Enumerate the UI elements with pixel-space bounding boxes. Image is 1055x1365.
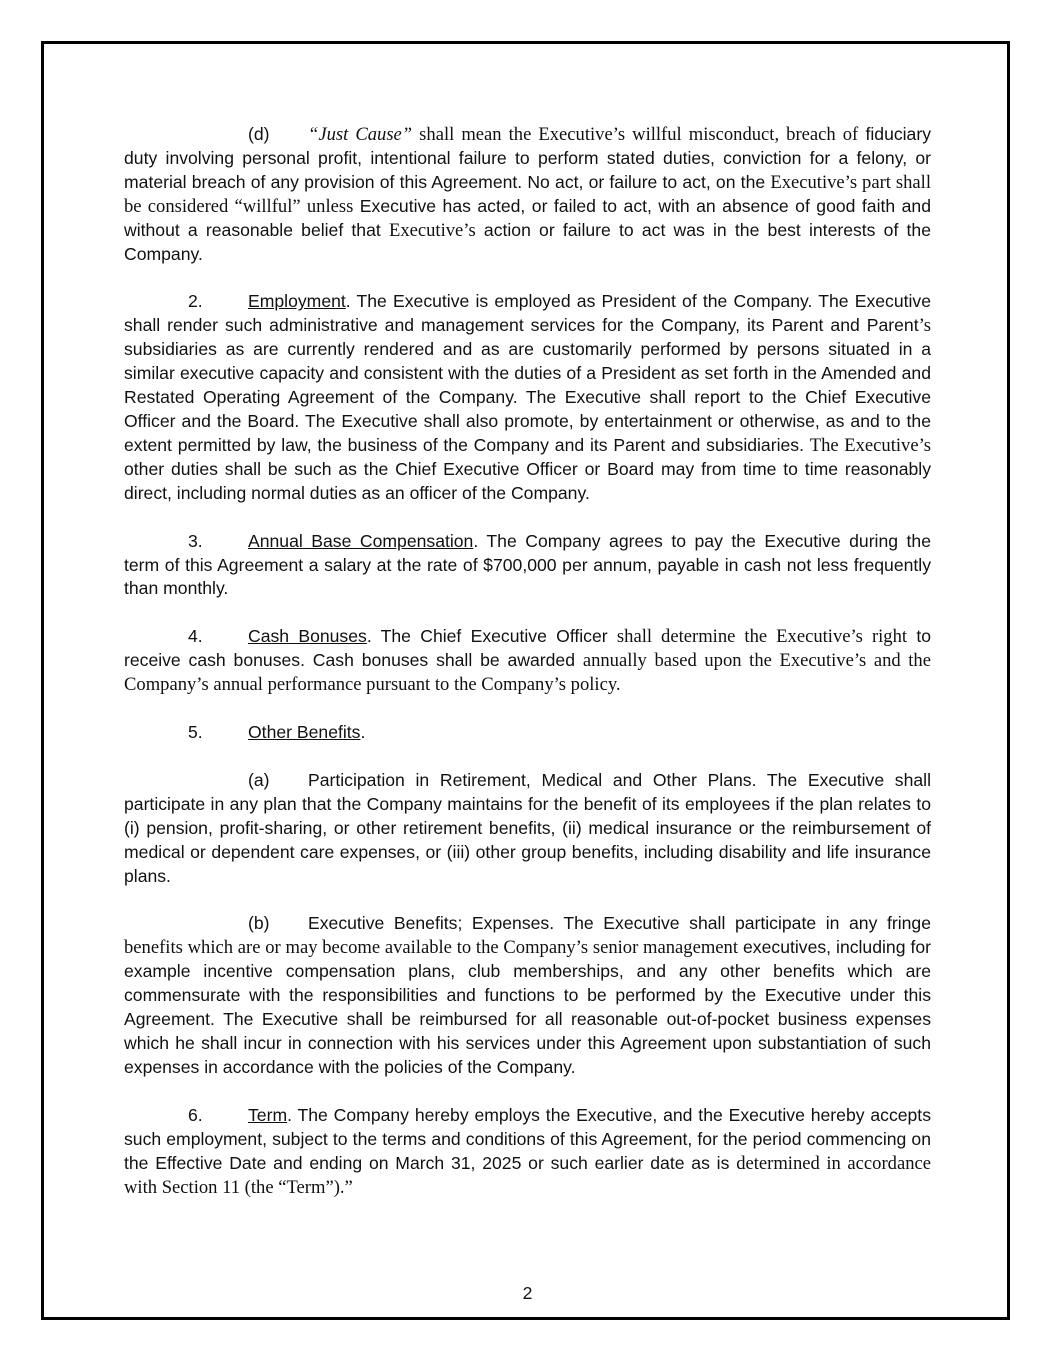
section-5a-label: (a) [248, 769, 270, 790]
section-d-text-4: Executive has acted, or failed to act, with an absence of good faith and without a reasonable belief that [124, 195, 931, 240]
section-5-heading: Other Benefits [248, 722, 361, 743]
section-2-text-3: subsidiaries as are currently rendered and as are customarily performed by persons situated in a similar executive capacity and consistent with the duties of a President as set forth in the Amended and Restated Operating Agreement of the Company. The Executive shall report to the Chief Executive Officer and the Board. The Executive shall also promote, by entertainment or otherwise, as and to the extent permitted by law, the business of the Company and its Parent and subsidiaries. [124, 339, 931, 455]
section-d-text-2: fiduciary duty involving personal profit, intentional failure to perform stated duties, conviction for a felony, or material breach of any provision of this Agreement. No act, or failure to act, on the [124, 124, 931, 192]
section-2-number: 2. [188, 291, 203, 312]
section-5b-label: (b) [248, 913, 270, 934]
section-4-heading: Cash Bonuses [248, 626, 367, 647]
section-4-text-2: shall determine the Executive’s right [616, 626, 908, 648]
section-4-number: 4. [188, 626, 203, 647]
section-6-text-1: . The Company hereby employs the Executive, and the Executive hereby accepts such employment, subject to the terms and conditions of this Agreement, for the period commencing on the Effective Date and ending on March 31, 2025 or such earlier date as is [124, 1104, 931, 1173]
section-d-label: (d) [248, 124, 270, 144]
section-5-tail: . [360, 722, 366, 743]
section-6-heading: Term [248, 1104, 288, 1125]
section-5a-paragraph [124, 769, 931, 889]
section-d-text-5: Executive’s [388, 219, 476, 241]
section-4-text-3: to receive cash bonuses. Cash bonuses shall be awarded [124, 626, 932, 671]
page-number: 2 [522, 1283, 533, 1303]
section-6-text-2: determined in accordance with Section 11 (the “Term”).” [124, 1152, 931, 1198]
section-d-text-6: action or failure to act was in the best interests of the Company. [124, 219, 931, 264]
section-5b-text-3: executives, including for example incentive compensation plans, club memberships, and any other benefits which are commensurate with the responsibilities and functions to be performed by the Executive under this Agreement. The Executive shall be reimbursed for all reasonable out-of-pocket business expenses which he shall incur in connection with his services under this Agreement upon substantiation of such expenses in accordance with the policies of the Company. [124, 937, 932, 1077]
section-6-number: 6. [188, 1104, 203, 1125]
section-5b-paragraph [124, 912, 931, 1079]
section-5-number: 5. [188, 722, 203, 743]
section-2-heading: Employment [248, 291, 346, 312]
document-body [124, 123, 931, 1223]
section-3-paragraph [124, 530, 931, 602]
section-3-text-1: . The Company agrees to pay the Executive during the term of this Agreement a salary at the rate of $700,000 per annum, payable in cash not less frequently than monthly. [124, 530, 931, 599]
section-2-text-5: other duties shall be such as the Chief Executive Officer or Board may from time to time reasonably direct, including normal duties as an officer of the Company. [124, 458, 931, 503]
section-4-paragraph [124, 625, 931, 697]
section-d-text-1: shall mean the Executive’s willful misconduct, breach of [412, 124, 859, 145]
section-2-text-4: The Executive’s [809, 434, 932, 456]
section-4-text-4: annually based upon the Executive’s and the Company’s annual performance pursuant to the Company’s policy. [124, 650, 931, 696]
section-3-number: 3. [188, 530, 203, 551]
section-4-text-1: . The Chief Executive Officer [366, 626, 617, 647]
section-5a-text-1: Participation in Retirement, Medical and Other Plans. The Executive shall participate in any plan that the Company maintains for the benefit of its employees if the plan relates to (i) pension, profit-sharing, or other retirement benefits, (ii) medical insurance or the reimbursement of medical or dependent care expenses, or (iii) other group benefits, including disability and life insurance plans. [124, 769, 931, 886]
section-5b-text-2: benefits which are or may become available to the Company’s senior management [124, 937, 739, 959]
section-2-paragraph [124, 290, 931, 505]
section-2-text-1: . The Executive is employed as President of the Company. The Executive shall render such administrative and management services for the Company, its Parent and Parent [124, 291, 931, 336]
section-d-text-3: Executive’s part shall be considered “willful” unless [124, 171, 932, 217]
section-2-text-2: ’s [918, 315, 931, 337]
section-d-paragraph [124, 123, 931, 266]
just-cause-term: “Just Cause” [308, 124, 413, 145]
section-5-paragraph [124, 721, 931, 745]
section-6-paragraph [124, 1104, 931, 1200]
section-3-heading: Annual Base Compensation [248, 530, 474, 551]
section-5b-text-1: Executive Benefits; Expenses. The Executive shall participate in any fringe [308, 913, 931, 934]
